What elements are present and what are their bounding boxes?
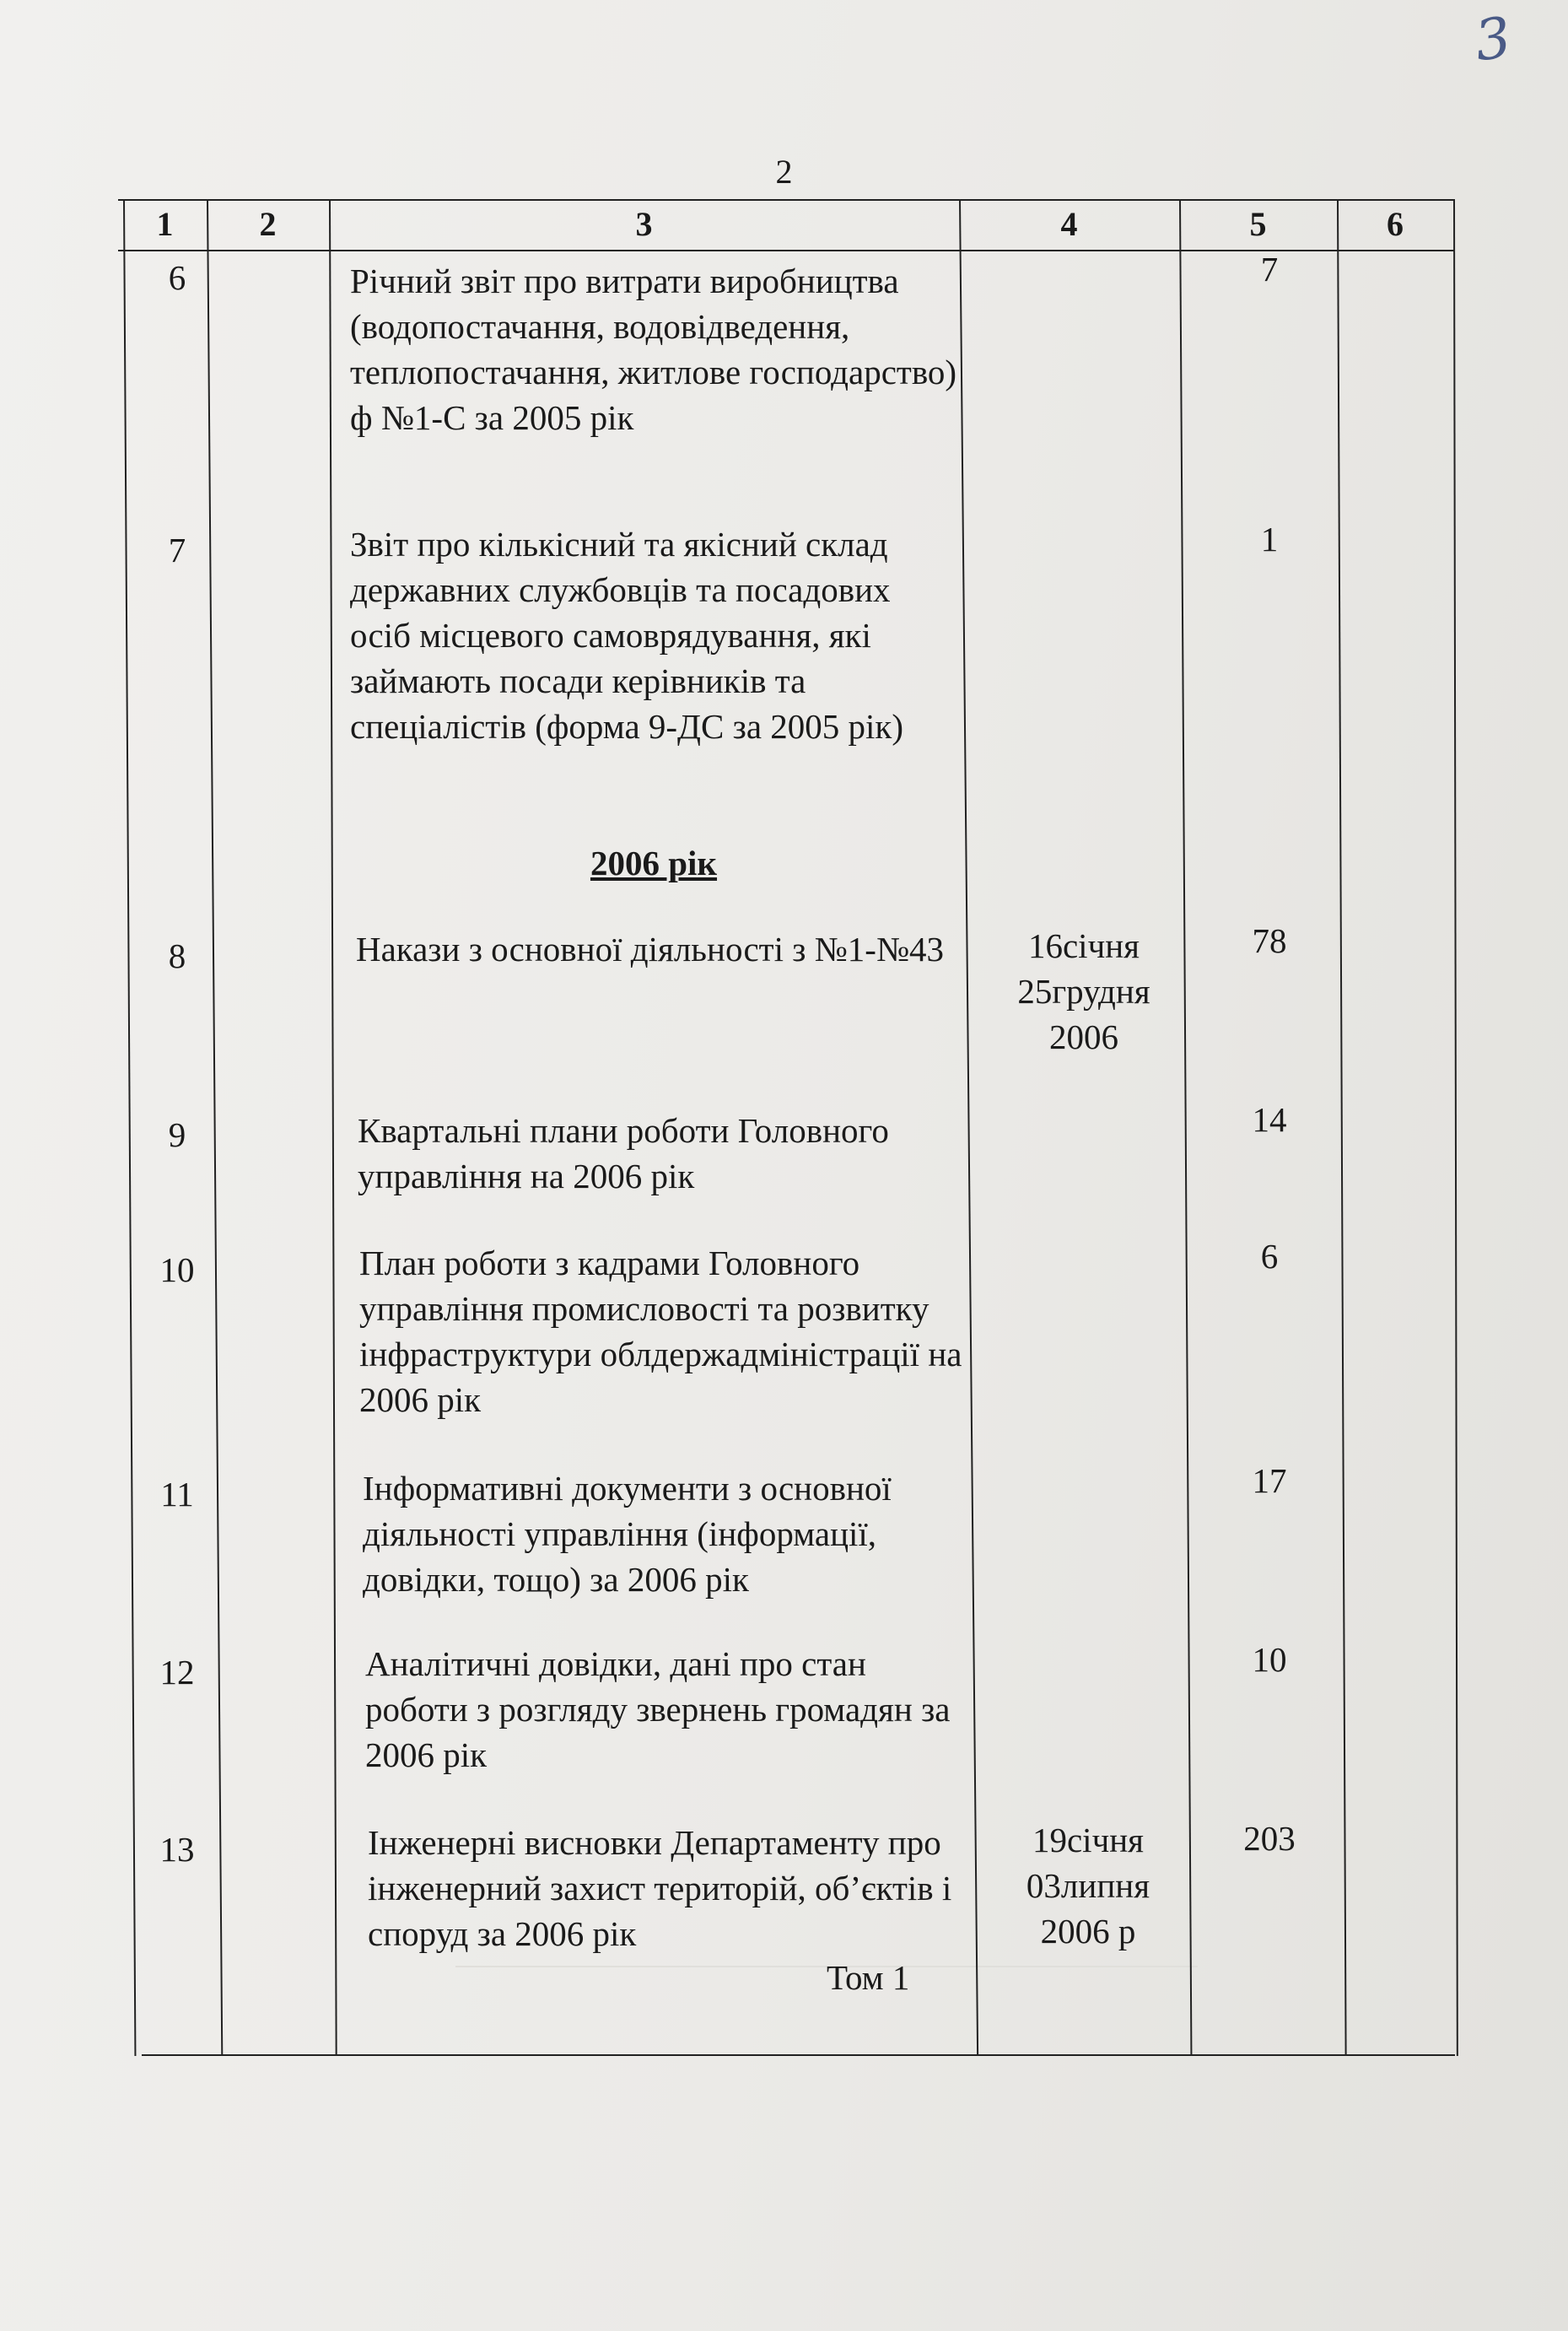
row-pages: 6	[1260, 1237, 1279, 1276]
col-divider-2	[329, 199, 337, 2056]
row-number: 12	[159, 1653, 195, 1692]
row-number: 7	[168, 531, 186, 569]
row-number: 10	[159, 1250, 195, 1289]
table-bottom-border	[142, 2054, 1455, 2056]
header-col-5: 5	[1249, 205, 1267, 243]
row-pages: 17	[1252, 1461, 1287, 1500]
row-title: Річний звіт про витрати виробництва (водопостачання, водовідведення, теплопостачання, житлове господарство) ф №1-С за 2005 рік	[350, 262, 957, 437]
header-col-3: 3	[635, 205, 653, 243]
row-title: Інформативні документи з основної діяльності управління (інформації, довідки, тощо) за 2006 рік	[363, 1469, 892, 1599]
row-title: План роботи з кадрами Головного управління промисловості та розвитку інфраструктури облдержадміністрації на 2006 рік	[359, 1244, 962, 1419]
row-pages: 7	[1260, 250, 1279, 289]
row-pages: 203	[1243, 1819, 1296, 1858]
header-col-6: 6	[1387, 205, 1404, 243]
table-right-border	[1453, 199, 1458, 2056]
row-pages: 10	[1252, 1640, 1287, 1679]
row-number: 11	[160, 1475, 194, 1514]
year-heading: 2006 рік	[590, 844, 718, 882]
volume-note: Том 1	[827, 1958, 910, 1997]
row-title: Інженерні висновки Департаменту про інженерний захист територій, об’єктів і споруд за 2006 рік	[368, 1823, 952, 1953]
row-title: Накази з основної діяльності з №1-№43	[356, 930, 945, 969]
row-pages: 1	[1260, 520, 1279, 558]
row-number: 8	[168, 936, 186, 975]
folio-number: 3	[1470, 4, 1516, 74]
row-dates: 16січня 25грудня 2006	[1017, 926, 1150, 1056]
row-number: 9	[168, 1115, 186, 1154]
header-col-1: 1	[156, 205, 174, 243]
col-divider-4	[1179, 199, 1192, 2056]
table-top-border	[118, 199, 1455, 201]
page-number: 2	[775, 153, 793, 191]
row-title: Квартальні плани роботи Головного управління на 2006 рік	[358, 1111, 889, 1195]
row-number: 13	[159, 1830, 195, 1869]
row-number: 6	[168, 258, 186, 297]
col-divider-5	[1337, 199, 1347, 2056]
row-title: Звіт про кількісний та якісний склад державних службовців та посадових осіб місцевого самоврядування, які займають посади керівників та спеціалістів (форма 9-ДС за 2005 рік)	[350, 525, 903, 746]
header-col-2: 2	[259, 205, 277, 243]
row-title: Аналітичні довідки, дані про стан роботи з розгляду звернень громадян за 2006 рік	[365, 1644, 951, 1774]
header-col-4: 4	[1060, 205, 1078, 243]
row-dates: 19січня 03липня 2006 р	[1026, 1821, 1150, 1951]
row-pages: 78	[1252, 921, 1287, 960]
row-pages: 14	[1252, 1100, 1287, 1139]
